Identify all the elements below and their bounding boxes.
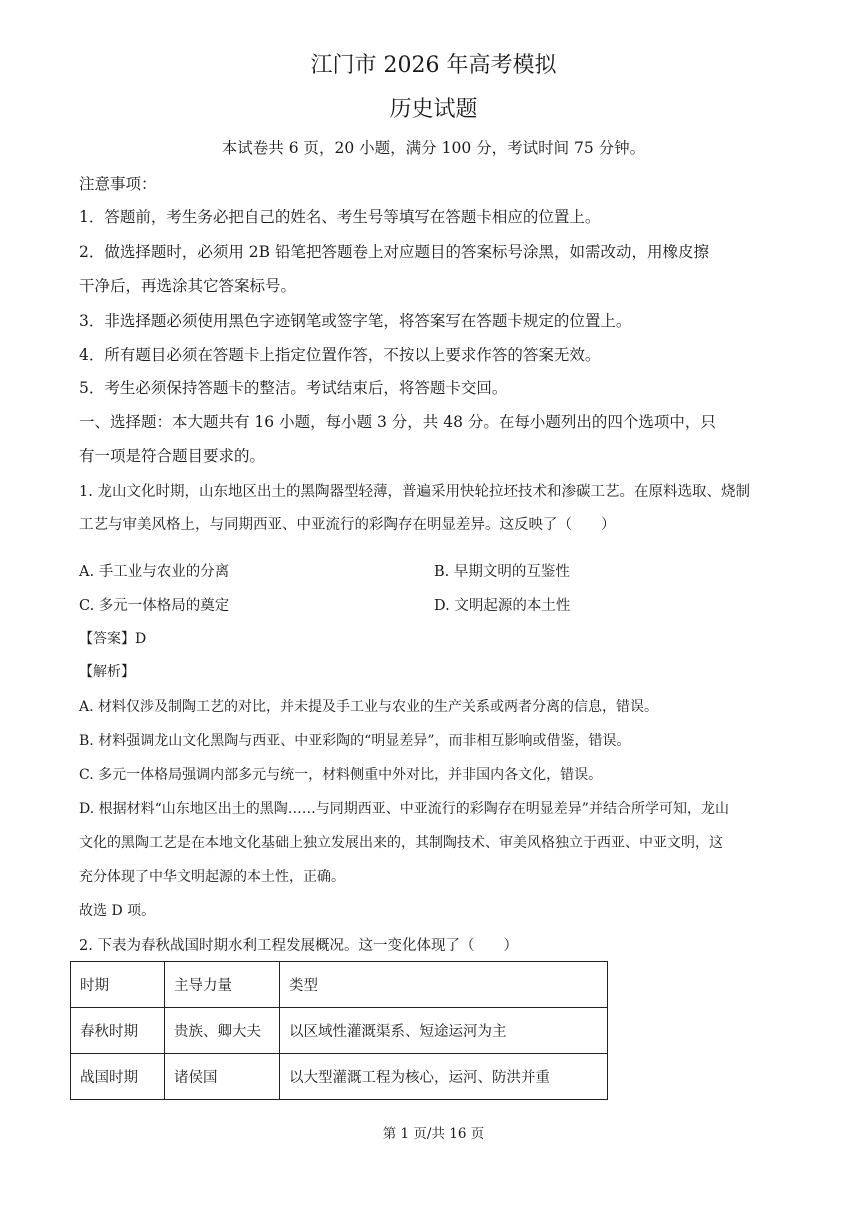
table-header-cell: 时期: [71, 962, 165, 1008]
question-1-option-c: C. 多元一体格局的奠定: [79, 598, 230, 614]
exam-intro: 本试卷共 6 页，20 小题，满分 100 分，考试时间 75 分钟。: [221, 139, 646, 157]
question-1-option-a: A. 手工业与农业的分离: [79, 564, 230, 580]
notes-heading: 注意事项：: [79, 175, 157, 193]
question-2-stem: 2. 下表为春秋战国时期水利工程发展概况。这一变化体现了（ ）: [79, 938, 518, 954]
note-item-1: 1．答题前，考生务必把自己的姓名、考生号等填写在答题卡相应的位置上。: [79, 208, 601, 226]
note-item-3: 3．非选择题必须使用黑色字迹钢笔或签字笔，将答案写在答题卡规定的位置上。: [79, 312, 632, 330]
note-item-4: 4．所有题目必须在答题卡上指定位置作答，不按以上要求作答的答案无效。: [79, 346, 601, 364]
table-header-cell: 类型: [280, 962, 608, 1008]
exam-title: 江门市 2026 年高考模拟: [310, 53, 557, 78]
question-1-stem: 1. 龙山文化时期，山东地区出土的黑陶器型轻薄，普遍采用快轮拉坯技术和渗碳工艺。在原料选取、烧制: [79, 484, 750, 500]
table-row: [71, 1008, 608, 1054]
analysis-conclusion: 故选 D 项。: [79, 903, 156, 919]
analysis-line: 文化的黑陶工艺是在本地文化基础上独立发展出来的，其制陶技术、审美风格独立于西亚、中亚文明，这: [79, 835, 723, 851]
section-heading: 一、选择题：本大题共有 16 小题，每小题 3 分，共 48 分。在每小题列出的四个选项中，只: [79, 413, 716, 431]
table-cell: 战国时期: [71, 1054, 165, 1100]
question-1-option-b: B. 早期文明的互鉴性: [434, 564, 570, 580]
table-cell: 诸侯国: [165, 1054, 280, 1100]
table-row: [71, 1054, 608, 1100]
exam-subject: 历史试题: [389, 97, 478, 122]
page-number: 第 1 页/共 16 页: [382, 1126, 485, 1142]
table-cell: 以大型灌溉工程为核心，运河、防洪并重: [280, 1054, 608, 1100]
analysis-line: D. 根据材料“山东地区出土的黑陶……与同期西亚、中亚流行的彩陶存在明显差异”并结合所学可知，龙山: [79, 801, 729, 817]
analysis-line: A. 材料仅涉及制陶工艺的对比，并未提及手工业与农业的生产关系或两者分离的信息，错误。: [79, 699, 659, 715]
question-1-stem-cont: 工艺与审美风格上，与同期西亚、中亚流行的彩陶存在明显差异。这反映了（ ）: [79, 517, 616, 533]
section-heading-cont: 有一项是符合题目要求的。: [79, 447, 266, 465]
table-header-row: [71, 962, 608, 1008]
table-header-cell: 主导力量: [165, 962, 280, 1008]
table-cell: 贵族、卿大夫: [165, 1008, 280, 1054]
analysis-line: B. 材料强调龙山文化黑陶与西亚、中亚彩陶的“明显差异”，而非相互影响或借鉴，错误。: [79, 733, 631, 749]
question-1-analysis-heading: 【解析】: [79, 664, 135, 680]
water-projects-table: [70, 961, 608, 1100]
table-cell: 以区域性灌溉渠系、短途运河为主: [280, 1008, 608, 1054]
note-item-2: 2．做选择题时，必须用 2B 铅笔把答题卷上对应题目的答案标号涂黑，如需改动，用橡皮擦: [79, 243, 709, 261]
analysis-line: C. 多元一体格局强调内部多元与统一，材料侧重中外对比，并非国内各文化，错误。: [79, 767, 603, 783]
note-item-5: 5．考生必须保持答题卡的整洁。考试结束后，将答题卡交回。: [79, 379, 508, 397]
analysis-line: 充分体现了中华文明起源的本土性，正确。: [79, 869, 345, 885]
question-1-option-d: D. 文明起源的本土性: [434, 598, 571, 614]
note-item-2-cont: 干净后，再选涂其它答案标号。: [79, 277, 297, 295]
table-cell: 春秋时期: [71, 1008, 165, 1054]
question-1-answer: 【答案】D: [79, 631, 147, 647]
